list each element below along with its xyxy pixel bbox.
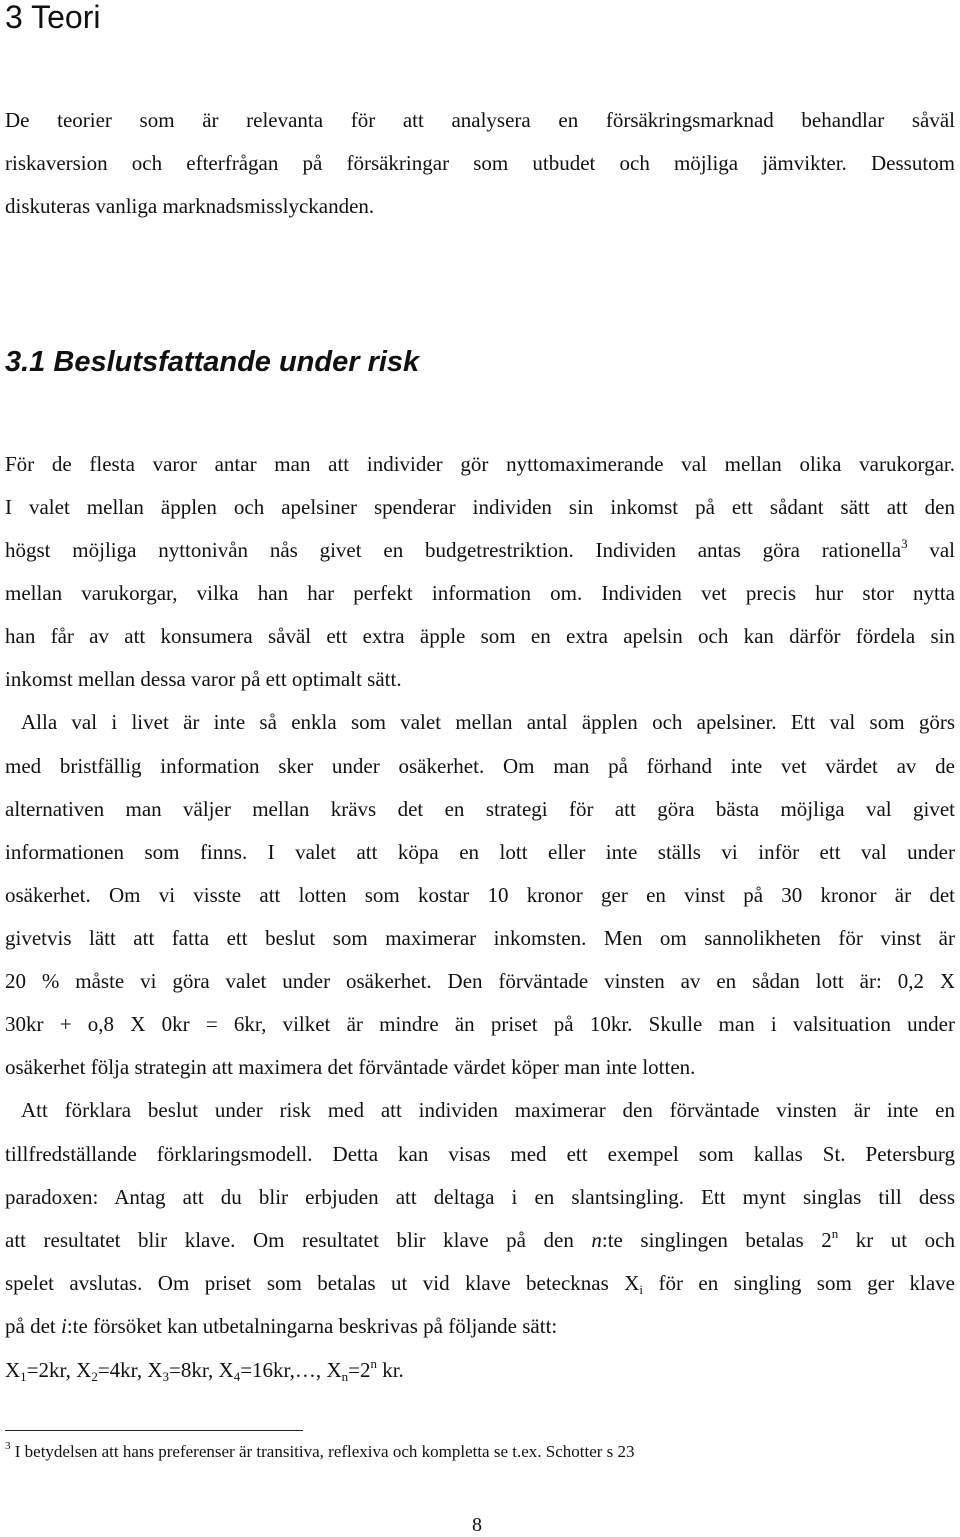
superscript: n [370, 1356, 377, 1371]
text-line: osäkerhet. Om vi visste att lotten som kostar 10 kronor ger en vinst på 30 kronor är det [5, 883, 955, 907]
formula-value: kr. [376, 1358, 404, 1382]
text-line: paradoxen: Antag att du blir erbjuden att deltaga i en slantsingling. Ett mynt singlas till dess [5, 1185, 955, 1209]
formula-value: =4kr, [97, 1358, 148, 1382]
footnote-mark: 3 [5, 1440, 11, 1452]
formula-line [5, 1356, 404, 1384]
formula-value: =2 [348, 1358, 371, 1382]
text-line: riskaversion och efterfrågan på försäkringar som utbudet och möjliga jämvikter. Dessutom [5, 151, 955, 175]
text-line: De teorier som är relevanta för att analysera en försäkringsmarknad behandlar såväl [5, 108, 955, 132]
subscript: 4 [233, 1369, 241, 1384]
text-line: osäkerhet följa strategin att maximera det förväntade värdet köper man inte lotten. [5, 1055, 696, 1079]
section-title: 3.1 Beslutsfattande under risk [5, 346, 420, 378]
text-run: spelet avslutas. Om priset som betalas ut vid klave betecknas X [5, 1271, 640, 1295]
italic-variable: n [591, 1228, 602, 1252]
text-line: mellan varukorgar, vilka han har perfekt information om. Individen vet precis hur stor nytta [5, 581, 955, 605]
text-run: att resultatet blir klave. Om resultatet blir klave på den [5, 1228, 592, 1252]
text-run: val [907, 538, 955, 562]
italic-variable: i [60, 1314, 67, 1338]
text-run: på det [5, 1314, 61, 1338]
text-line: diskuteras vanliga marknadsmisslyckanden. [5, 194, 375, 218]
subscript: n [341, 1369, 349, 1384]
chapter-title: 3 Teori [5, 0, 101, 35]
superscript: n [831, 1226, 839, 1241]
formula-symbol: X [147, 1358, 163, 1382]
subscript: 3 [162, 1369, 170, 1384]
text-run: :te singlingen betalas 2 [601, 1228, 832, 1252]
text-line: med bristfällig information sker under osäkerhet. Om man på förhand inte vet värdet av de [5, 754, 955, 778]
text-line [5, 1269, 955, 1297]
text-run: högst möjliga nyttonivån nås givet en budgetrestriktion. Individen antas göra rationella [5, 538, 902, 562]
text-line: Att förklara beslut under risk med att individen maximerar den förväntade vinsten är inte en [21, 1098, 955, 1122]
footnote-divider [5, 1430, 303, 1431]
text-line [5, 536, 955, 564]
formula-symbol: X [76, 1358, 92, 1382]
text-line: tillfredställande förklaringsmodell. Detta kan visas med ett exempel som kallas St. Petersburg [5, 1142, 955, 1166]
text-run: för en singling som ger klave [643, 1271, 955, 1295]
subscript: i [639, 1282, 644, 1297]
formula-symbol: X [218, 1358, 234, 1382]
formula-value: =2kr, [26, 1358, 77, 1382]
text-line: han får av att konsumera såväl ett extra äpple som en extra apelsin och kan därför fördela sin [5, 624, 955, 648]
text-line: Alla val i livet är inte så enkla som valet mellan antal äpplen och apelsiner. Ett val som görs [21, 710, 955, 734]
formula-symbol: X [326, 1358, 342, 1382]
formula-symbol: X [5, 1358, 21, 1382]
formula-value: =16kr,…, [240, 1358, 327, 1382]
text-line: informationen som finns. I valet att köpa en lott eller inte ställs vi inför ett val under [5, 840, 955, 864]
text-line: I valet mellan äpplen och apelsiner spenderar individen sin inkomst på ett sådant sätt att den [5, 495, 955, 519]
text-run: :te försöket kan utbetalningarna beskrivas på följande sätt: [66, 1314, 558, 1338]
text-line: inkomst mellan dessa varor på ett optimalt sätt. [5, 667, 402, 691]
text-line: 20 % måste vi göra valet under osäkerhet. Den förväntade vinsten av en sådan lott är: 0,2 X [5, 969, 955, 993]
text-line [5, 1226, 955, 1254]
subscript: 1 [20, 1369, 27, 1384]
footnote-reference: 3 [901, 536, 908, 551]
text-line: 30kr + o,8 X 0kr = 6kr, vilket är mindre än priset på 10kr. Skulle man i valsituation under [5, 1012, 955, 1036]
footnote-text: I betydelsen att hans preferenser är transitiva, reflexiva och kompletta se t.ex. Schotter s 23 [10, 1442, 635, 1461]
footnote [5, 1440, 635, 1464]
subscript: 2 [91, 1369, 98, 1384]
text-line [5, 1312, 557, 1340]
text-line: alternativen man väljer mellan krävs det en strategi för att göra bästa möjliga val givet [5, 797, 955, 821]
text-line: givetvis lätt att fatta ett beslut som maximerar inkomsten. Men om sannolikheten för vinst är [5, 926, 955, 950]
formula-value: =8kr, [169, 1358, 219, 1382]
text-run: kr ut och [838, 1228, 955, 1252]
text-line: För de flesta varor antar man att individer gör nyttomaximerande val mellan olika varukorgar. [5, 452, 955, 476]
page-number: 8 [472, 1514, 482, 1536]
